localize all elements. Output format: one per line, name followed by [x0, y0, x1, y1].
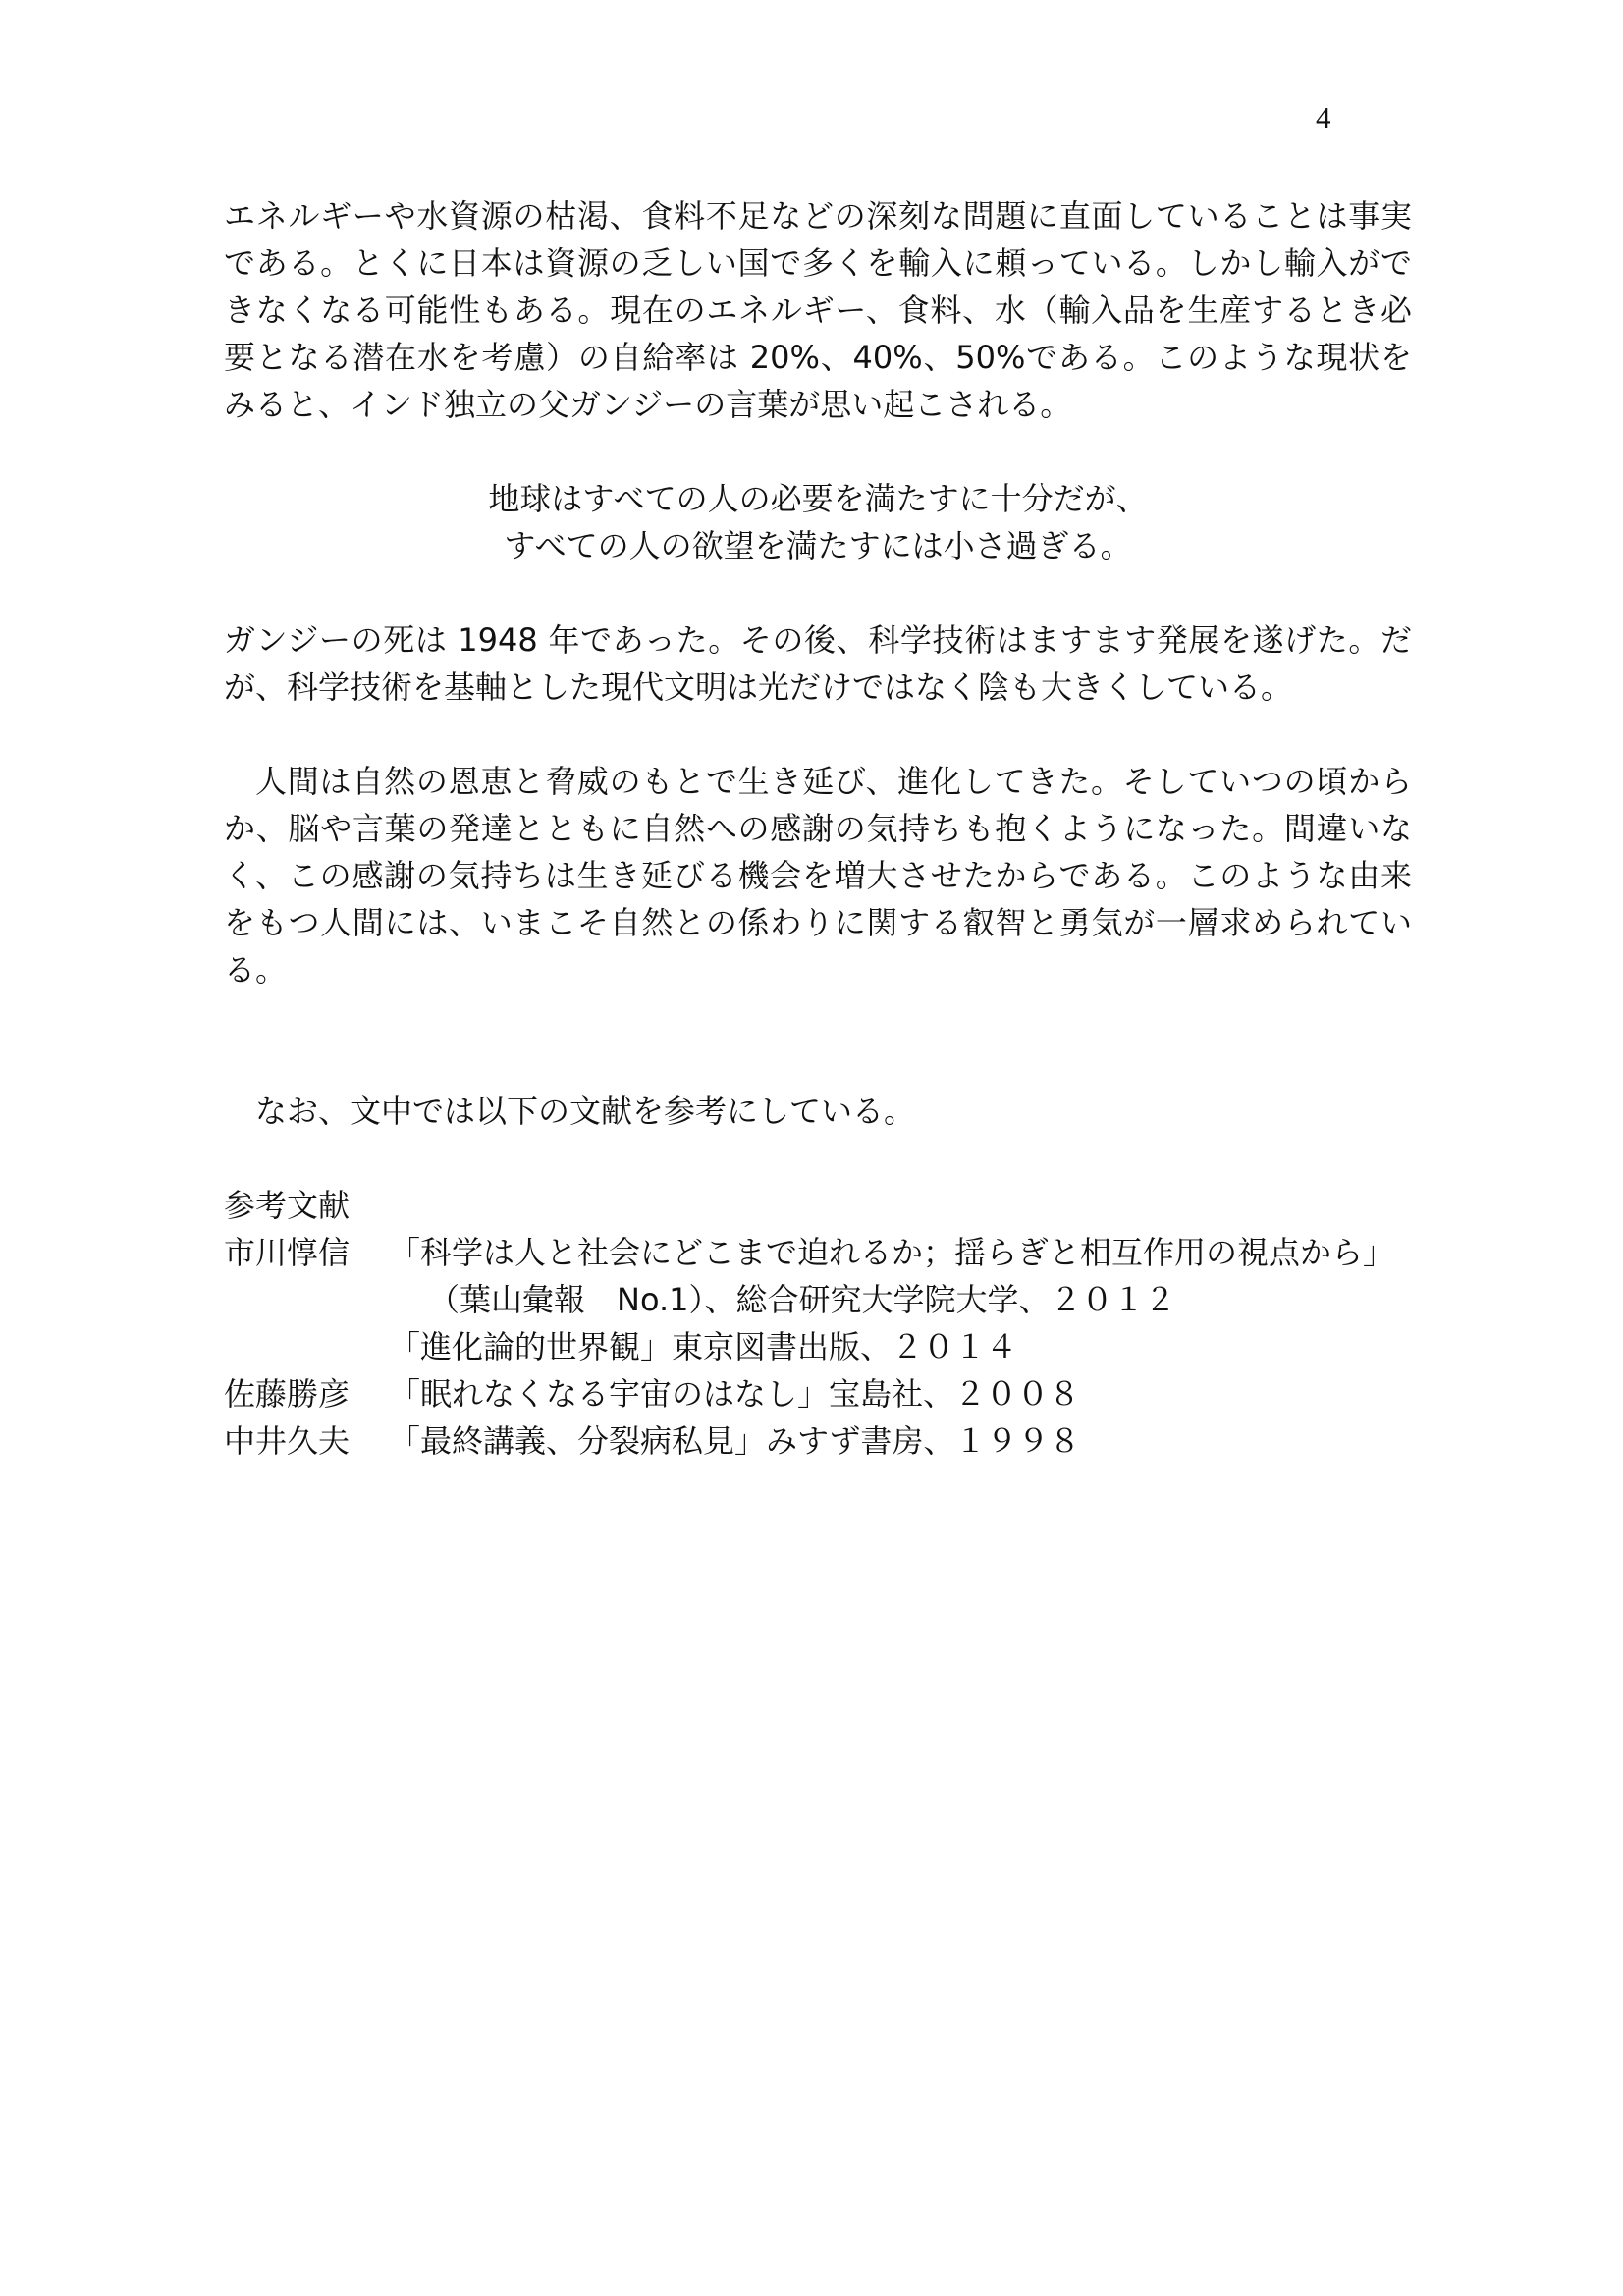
paragraph-resources: エネルギーや水資源の枯渇、食料不足などの深刻な問題に直面していることは事実である。とくに日本は資源の乏しい国で多くを輸入に頼っている。しかし輸入ができなくなる可能性もある。現在のエネルギー、食料、水（輸入品を生産するとき必要となる潜在水を考慮）の自給率は 20%、40%、50%である。このような現状をみると、インド独立の父ガンジーの言葉が思い起こされる。: [224, 197, 1412, 423]
reference-title: 「眠れなくなる宇宙のはなし」宝島社、２００８: [389, 1375, 1081, 1413]
reference-title: 「最終講義、分裂病私見」みすず書房、１９９８: [389, 1422, 1081, 1460]
reference-author: 佐藤勝彦: [224, 1375, 351, 1413]
reference-author: [224, 1276, 389, 1323]
reference-author: 市川惇信: [224, 1234, 351, 1271]
quote-line-2: すべての人の欲望を満たすには小さ過ぎる。: [504, 527, 1132, 564]
reference-title: 「科学は人と社会にどこまで迫れるか；揺らぎと相互作用の視点から」: [389, 1234, 1395, 1271]
paragraph-humanity: 人間は自然の恩恵と脅威のもとで生き延び、進化してきた。そしていつの頃からか、脳や言葉の発達とともに自然への感謝の気持ちも抱くようになった。間違いなく、この感謝の気持ちは生き延びる機会を増大させたからである。このような由来をもつ人間には、いまこそ自然との係わりに関する叡智と勇気が一層求められている。: [224, 763, 1412, 988]
document-body: [224, 192, 1412, 1465]
page-number: 4: [1316, 100, 1331, 134]
reference-entry: [224, 1417, 1412, 1465]
references-heading: 参考文献: [224, 1187, 351, 1224]
reference-title: （葉山彙報 No.1）、総合研究大学院大学、２０１２: [428, 1281, 1176, 1318]
references-section: [224, 1182, 1412, 1465]
reference-title: 「進化論的世界観」東京図書出版、２０１４: [389, 1328, 1018, 1365]
reference-entry: [224, 1323, 1412, 1370]
reference-entry: [224, 1276, 1412, 1323]
paragraph-gandhi-death: ガンジーの死は 1948 年であった。その後、科学技術はますます発展を遂げた。だが、科学技術を基軸とした現代文明は光だけではなく陰も大きくしている。: [224, 621, 1412, 706]
references-note: なお、文中では以下の文献を参考にしている。: [255, 1093, 916, 1130]
quote-line-1: 地球はすべての人の必要を満たすに十分だが、: [488, 480, 1148, 517]
gandhi-quote: [224, 475, 1412, 569]
reference-entry: [224, 1229, 1412, 1276]
reference-author: 中井久夫: [224, 1422, 351, 1460]
reference-entry: [224, 1370, 1412, 1417]
reference-author: [224, 1323, 389, 1370]
